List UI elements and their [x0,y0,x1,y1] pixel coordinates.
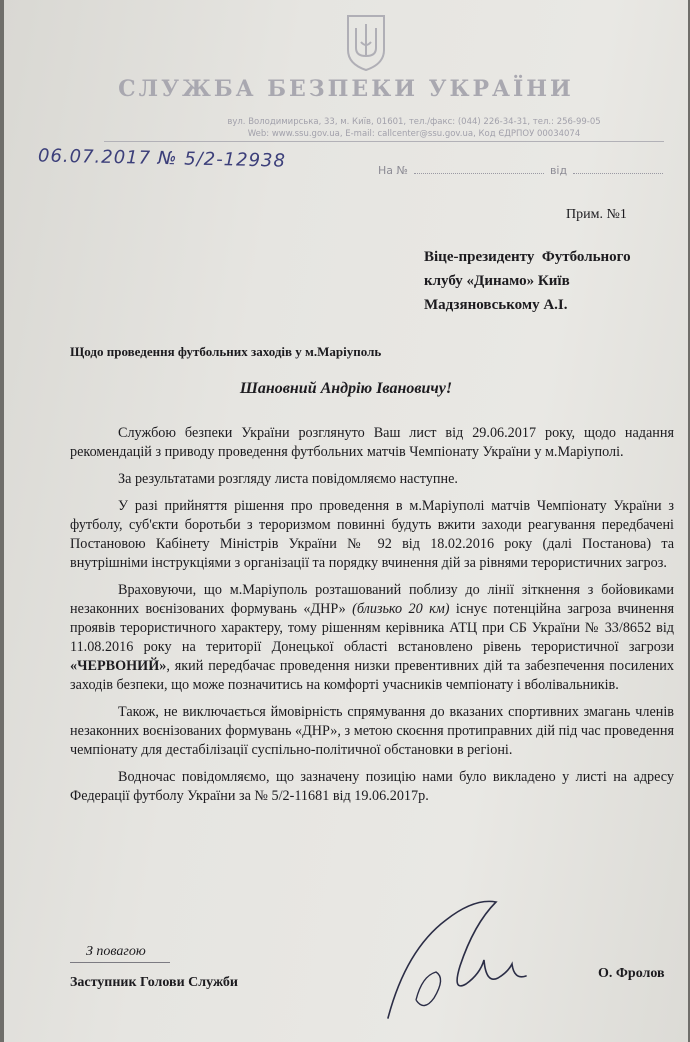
body-paragraph: За результатами розгляду листа повідомляємо наступне. [118,471,458,487]
body-paragraph: Також, не виключається ймовірність спрямування до вказаних спортивних змагань членів незаконних воєнізованих формувань «ДНР», з метою скоєння протиправних дій під час проведення чемпіонату для дестабілізації суспільно-політичної обстановки в регіоні. [70,704,674,758]
subject-line: Щодо проведення футбольних заходів у м.Маріуполь [70,344,382,359]
addressee-line: клубу «Динамо» Київ [424,273,570,289]
addressee-line: Віце-президенту Футбольного [424,249,631,265]
addressee-line: Мадзяновському А.І. [424,297,568,313]
ref-from-label: від [549,164,568,177]
greeting: Шановний Андрію Івановичу! [239,380,453,397]
body-paragraph: Службою безпеки України розглянуто Ваш лист від 29.06.2017 року, щодо надання рекомендацій з приводу проведення футбольних матчів Чемпіонату України у м.Маріуполі. [70,425,674,460]
trident-emblem-icon [344,12,388,72]
addressee-block [424,245,684,317]
signer-position: Заступник Голови Служби [70,975,238,990]
org-name: СЛУЖБА БЕЗПЕКИ УКРАЇНИ [118,76,574,102]
closing-phrase: З повагою [86,944,146,959]
body-paragraph: У разі прийняття рішення про проведення в м.Маріуполі матчів Чемпіонату України з футболу, суб'єкти боротьби з тероризмом повинні будуть вжити заходи реагування передбачені Постановою Кабінету Міністрів України № 92 від 18.02.2016 року (далі Постанова) та внутрішніми інструкціями з організації та порядку вчинення дій за рівнями терористичних загроз. [70,498,674,571]
closing-underline [70,962,170,963]
handwritten-outgoing-number: 06.07.2017 № 5/2-12938 [37,145,287,172]
handwritten-signature [376,880,536,1030]
letter-page [4,0,688,1042]
letter-body [70,424,674,814]
distance-note: (близько 20 км) [352,601,450,617]
letterhead-divider [104,141,664,142]
letterhead-address: вул. Володимирська, 33, м. Київ, 01601, тел./факс: (044) 226-34-31, тел.: 256-99-05 Web: www.ssu.gov.ua, E-mail: callcenter@ssu.gov.ua, Код ЄДРПОУ 00034074 [227,117,601,139]
ref-number-label: На № [378,164,408,177]
threat-level: «ЧЕРВОНИЙ» [70,658,167,674]
body-paragraph: Водночас повідомляємо, що зазначену позицію нами було викладено у листі на адресу Федерації футболу України за № 5/2-11681 від 19.06.2017р. [70,769,674,804]
body-paragraph: Враховуючи, що м.Маріуполь розташований поблизу до лінії зіткнення з бойовиками незаконних воєнізованих формувань «ДНР» (близько 20 км) існує потенційна загроза вчинення проявів терористичного характеру, тому рішенням керівника АТЦ при СБ України № 33/8652 від 11.08.2016 року на території Донецької області встановлено рівень терористичної загрози «ЧЕРВОНИЙ», який передбачає проведення низки превентивних дій та забезпечення посилених заходів безпеки, що може позначитись на комфорті учасників чемпіонату і вболівальників. [70,582,674,693]
reference-line [378,164,669,177]
attachment-note: Прим. №1 [566,207,627,222]
signer-name: О. Фролов [598,966,665,981]
